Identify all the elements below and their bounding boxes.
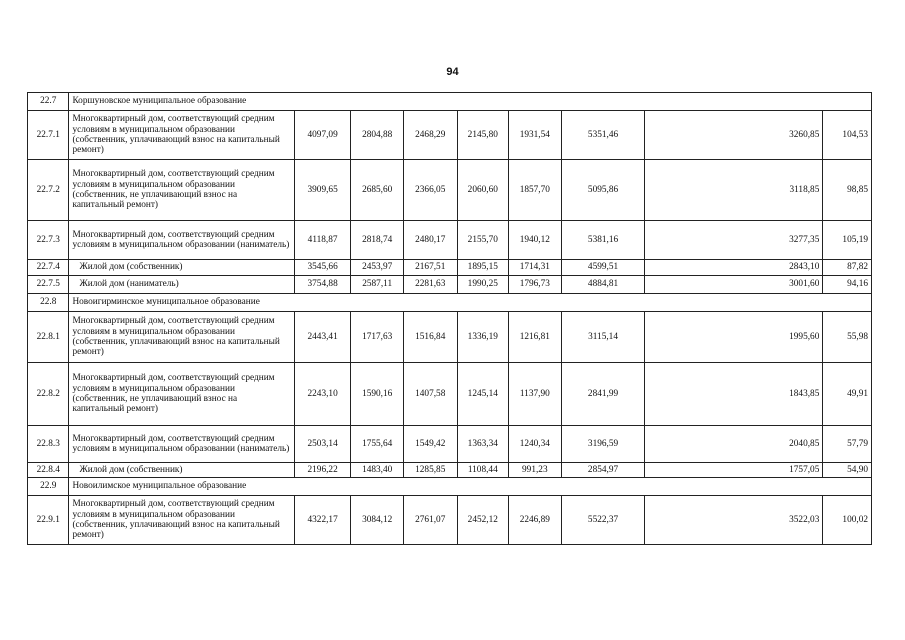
row-description: Многоквартирный дом, соответствующий средним условиям в муниципальном образовании (наниматель) <box>69 221 294 260</box>
value-col-4: 1336,19 <box>457 312 509 363</box>
value-col-2: 2453,97 <box>351 260 404 276</box>
table-row <box>28 496 872 545</box>
value-col-4: 1245,14 <box>457 363 509 426</box>
value-col-8: 54,90 <box>823 463 872 478</box>
value-col-5: 991,23 <box>509 463 562 478</box>
value-col-3: 2366,05 <box>403 160 457 221</box>
value-col-7: 3522,03 <box>645 496 823 545</box>
value-col-1: 4118,87 <box>294 221 351 260</box>
value-col-8: 94,16 <box>823 276 872 294</box>
value-col-4: 2145,80 <box>457 111 509 160</box>
value-col-7: 2040,85 <box>645 426 823 463</box>
table-row <box>28 363 872 426</box>
value-col-1: 3545,66 <box>294 260 351 276</box>
section-code: 22.9 <box>28 478 69 496</box>
row-code: 22.7.5 <box>28 276 69 294</box>
row-code: 22.8.3 <box>28 426 69 463</box>
value-col-5: 1137,90 <box>509 363 562 426</box>
row-description: Жилой дом (собственник) <box>69 463 294 478</box>
value-col-4: 1108,44 <box>457 463 509 478</box>
value-col-5: 2246,89 <box>509 496 562 545</box>
value-col-5: 1714,31 <box>509 260 562 276</box>
value-col-8: 98,85 <box>823 160 872 221</box>
value-col-4: 1363,34 <box>457 426 509 463</box>
value-col-1: 2196,22 <box>294 463 351 478</box>
value-col-6: 2854,97 <box>561 463 645 478</box>
value-col-3: 1285,85 <box>403 463 457 478</box>
value-col-3: 1407,58 <box>403 363 457 426</box>
value-col-8: 87,82 <box>823 260 872 276</box>
row-code: 22.7.2 <box>28 160 69 221</box>
value-col-2: 2587,11 <box>351 276 404 294</box>
value-col-5: 1931,54 <box>509 111 562 160</box>
row-code: 22.7.3 <box>28 221 69 260</box>
section-row <box>28 294 872 312</box>
value-col-2: 1717,63 <box>351 312 404 363</box>
value-col-1: 4097,09 <box>294 111 351 160</box>
value-col-5: 1216,81 <box>509 312 562 363</box>
value-col-6: 3196,59 <box>561 426 645 463</box>
value-col-6: 4599,51 <box>561 260 645 276</box>
value-col-2: 1755,64 <box>351 426 404 463</box>
row-description: Многоквартирный дом, соответствующий средним условиям в муниципальном образовании (собственник, не уплачивающий взнос на капитальный ремонт) <box>69 363 294 426</box>
row-code: 22.8.1 <box>28 312 69 363</box>
section-code: 22.7 <box>28 93 69 111</box>
row-description: Многоквартирный дом, соответствующий средним условиям в муниципальном образовании (собственник, не уплачивающий взнос на капитальный ремонт) <box>69 160 294 221</box>
value-col-2: 2804,88 <box>351 111 404 160</box>
value-col-4: 1990,25 <box>457 276 509 294</box>
section-title: Новоилимское муниципальное образование <box>69 478 872 496</box>
table-row <box>28 426 872 463</box>
row-description: Жилой дом (собственник) <box>69 260 294 276</box>
value-col-6: 5351,46 <box>561 111 645 160</box>
value-col-8: 55,98 <box>823 312 872 363</box>
section-row <box>28 93 872 111</box>
value-col-7: 1995,60 <box>645 312 823 363</box>
value-col-6: 3115,14 <box>561 312 645 363</box>
value-col-3: 2167,51 <box>403 260 457 276</box>
value-col-2: 3084,12 <box>351 496 404 545</box>
value-col-4: 2060,60 <box>457 160 509 221</box>
value-col-3: 1516,84 <box>403 312 457 363</box>
value-col-3: 2468,29 <box>403 111 457 160</box>
value-col-1: 2443,41 <box>294 312 351 363</box>
value-col-4: 2452,12 <box>457 496 509 545</box>
value-col-4: 1895,15 <box>457 260 509 276</box>
value-col-3: 2761,07 <box>403 496 457 545</box>
value-col-6: 2841,99 <box>561 363 645 426</box>
section-row <box>28 478 872 496</box>
table-row <box>28 221 872 260</box>
table-row <box>28 260 872 276</box>
value-col-1: 3909,65 <box>294 160 351 221</box>
row-code: 22.7.1 <box>28 111 69 160</box>
value-col-5: 1940,12 <box>509 221 562 260</box>
value-col-7: 1757,05 <box>645 463 823 478</box>
value-col-1: 2503,14 <box>294 426 351 463</box>
value-col-1: 3754,88 <box>294 276 351 294</box>
tariff-table <box>27 92 872 545</box>
value-col-6: 5522,37 <box>561 496 645 545</box>
value-col-8: 104,53 <box>823 111 872 160</box>
value-col-6: 5095,86 <box>561 160 645 221</box>
value-col-5: 1857,70 <box>509 160 562 221</box>
value-col-4: 2155,70 <box>457 221 509 260</box>
table-row <box>28 312 872 363</box>
row-description: Многоквартирный дом, соответствующий средним условиям в муниципальном образовании (наниматель) <box>69 426 294 463</box>
value-col-7: 3277,35 <box>645 221 823 260</box>
row-code: 22.9.1 <box>28 496 69 545</box>
value-col-1: 4322,17 <box>294 496 351 545</box>
value-col-7: 3001,60 <box>645 276 823 294</box>
table-row <box>28 276 872 294</box>
value-col-8: 57,79 <box>823 426 872 463</box>
row-code: 22.7.4 <box>28 260 69 276</box>
value-col-8: 100,02 <box>823 496 872 545</box>
value-col-8: 105,19 <box>823 221 872 260</box>
value-col-3: 1549,42 <box>403 426 457 463</box>
row-description: Жилой дом (наниматель) <box>69 276 294 294</box>
value-col-7: 3260,85 <box>645 111 823 160</box>
value-col-7: 2843,10 <box>645 260 823 276</box>
value-col-3: 2281,63 <box>403 276 457 294</box>
value-col-2: 2818,74 <box>351 221 404 260</box>
value-col-5: 1240,34 <box>509 426 562 463</box>
section-title: Коршуновское муниципальное образование <box>69 93 872 111</box>
value-col-2: 1590,16 <box>351 363 404 426</box>
value-col-2: 1483,40 <box>351 463 404 478</box>
table-row <box>28 160 872 221</box>
row-code: 22.8.2 <box>28 363 69 426</box>
page-number: 94 <box>446 66 459 78</box>
row-description: Многоквартирный дом, соответствующий средним условиям в муниципальном образовании (собственник, уплачивающий взнос на капитальный ремонт) <box>69 111 294 160</box>
value-col-6: 4884,81 <box>561 276 645 294</box>
row-description: Многоквартирный дом, соответствующий средним условиям в муниципальном образовании (собственник, уплачивающий взнос на капитальный ремонт) <box>69 496 294 545</box>
value-col-5: 1796,73 <box>509 276 562 294</box>
section-title: Новоигирминское муниципальное образование <box>69 294 872 312</box>
row-description: Многоквартирный дом, соответствующий средним условиям в муниципальном образовании (собственник, уплачивающий взнос на капитальный ремонт) <box>69 312 294 363</box>
table-row <box>28 463 872 478</box>
value-col-7: 1843,85 <box>645 363 823 426</box>
value-col-8: 49,91 <box>823 363 872 426</box>
table-row <box>28 111 872 160</box>
value-col-7: 3118,85 <box>645 160 823 221</box>
value-col-6: 5381,16 <box>561 221 645 260</box>
value-col-3: 2480,17 <box>403 221 457 260</box>
row-code: 22.8.4 <box>28 463 69 478</box>
section-code: 22.8 <box>28 294 69 312</box>
value-col-2: 2685,60 <box>351 160 404 221</box>
value-col-1: 2243,10 <box>294 363 351 426</box>
